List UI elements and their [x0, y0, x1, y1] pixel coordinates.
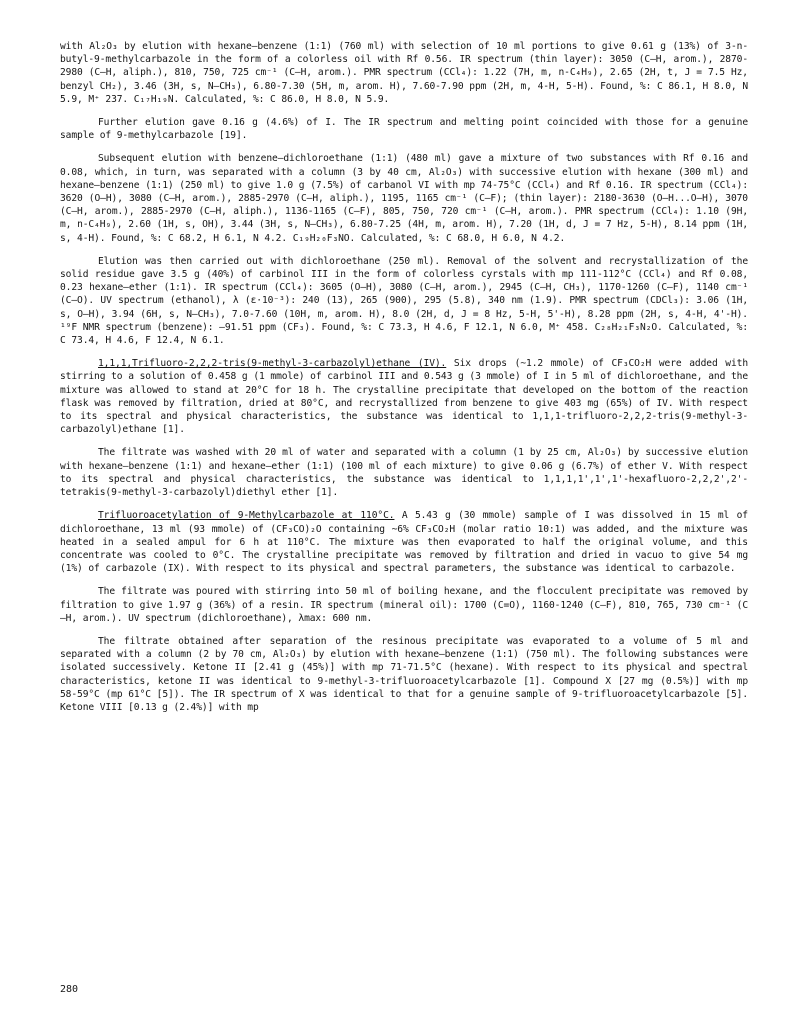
- paragraph-text: Further elution gave 0.16 g (4.6%) of I. The IR spectrum and melting point coincided with those for a genuine sample of 9-methylcarbazole [19].: [60, 117, 748, 142]
- paragraph-6: [60, 446, 748, 499]
- paragraph-text: The filtrate was washed with 20 ml of water and separated with a column (1 by 25 cm, Al₂O₃) by successive elution with hexane—benzene (1:1) and hexane—ether (1:1) (100 ml of each mixture) to give 0.06 g (6.7%) of ether V. With respect to its spectral and physical characteristics, the substance was identical to 1,1,1,1',1',1'-hexafluoro-2,2,2',2'-tetrakis(9-methyl-3-carbazolyl)diethyl ether [1].: [60, 447, 748, 499]
- paragraph-5: [60, 357, 748, 436]
- paragraph-text: with Al₂O₃ by elution with hexane—benzene (1:1) (760 ml) with selection of 10 ml portions to give 0.61 g (13%) of 3-n-butyl-9-methylcarbazole in the form of a colorless oil with Rf 0.56. IR spectrum (thin layer): 3050 (C—H, arom.), 2870-2980 (C—H, aliph.), 810, 750, 725 cm⁻¹ (C—H, arom.). PMR spectrum (CCl₄): 1.22 (7H, m, n-C₄H₉), 2.65 (2H, t, J = 7.5 Hz, benzyl CH₂), 3.46 (3H, s, N—CH₃), 6.80-7.30 (5H, m, arom. H), 7.60-7.90 ppm (2H, m, 4-H, 5-H). Found, %: C 86.1, H 8.0, N 5.9, M⁺ 237. C₁₇H₁₉N. Calculated, %: C 86.0, H 8.0, N 5.9.: [60, 41, 748, 105]
- paragraph-text: Subsequent elution with benzene—dichloroethane (1:1) (480 ml) gave a mixture of two substances with Rf 0.16 and 0.08, which, in turn, was separated with a column (3 by 40 cm, Al₂O₃) with successive elution with hexane (300 ml) and hexane—benzene (1:1) (250 ml) to give 1.0 g (7.5%) of carbanol VI with mp 74-75°C (CCl₄) and Rf 0.16. IR spectrum (CCl₄): 3620 (O—H), 3080 (C—H, arom.), 2885-2970 (C—H, aliph.), 1195, 1165 cm⁻¹ (C—F); (thin layer): 2180-3630 (O—H...O—H), 3070 (C—H, arom.), 2885-2970 (C—H, aliph.), 1136-1165 (C—F), 805, 750, 720 cm⁻¹ (C—H, arom.). PMR spectrum (CCl₄): 1.10 (9H, m, n-C₄H₉), 2.60 (1H, s, OH), 3.44 (3H, s, N—CH₃), 6.80-7.25 (4H, m, arom. H), 7.20 (1H, d, J = 7 Hz, 5-H), 8.14 ppm (1H, s, 4-H). Found, %: C 68.2, H 6.1, N 4.2. C₁₉H₂₀F₃NO. Calculated, %: C 68.0, H 6.0, N 4.2.: [60, 153, 748, 244]
- page-number: 280: [60, 984, 79, 995]
- paragraph-text: The filtrate was poured with stirring into 50 ml of boiling hexane, and the flocculent precipitate was removed by filtration to give 1.97 g (36%) of a resin. IR spectrum (mineral oil): 1700 (C=O), 1160-1240 (C—F), 810, 765, 730 cm⁻¹ (C—H, arom.). UV spectrum (dichloroethane), λmax: 600 nm.: [60, 586, 748, 624]
- paragraph-8: [60, 585, 748, 625]
- paragraph-1: [60, 40, 748, 106]
- paragraph-2: [60, 116, 748, 142]
- paragraph-7: [60, 509, 748, 575]
- paragraph-4: [60, 255, 748, 347]
- paragraph-9: [60, 635, 748, 714]
- paragraph-3: [60, 152, 748, 244]
- paragraph-text: Elution was then carried out with dichloroethane (250 ml). Removal of the solvent and recrystallization of the solid residue gave 3.5 g (40%) of carbinol III in the form of colorless cyrstals with mp 111-112°C (CCl₄) and Rf 0.08, 0.23 hexane—ether (1:1). IR spectrum (CCl₄): 3605 (O—H), 3080 (C—H, arom.), 2945 (C—H, CH₃), 1170-1260 (C—F), 1140 cm⁻¹ (C—O). UV spectrum (ethanol), λ (ε·10⁻³): 240 (13), 265 (900), 295 (5.8), 340 nm (1.9). PMR spectrum (CDCl₃): 3.06 (1H, s, O—H), 3.94 (6H, s, N—CH₃), 7.0-7.60 (10H, m, arom. H), 8.0 (2H, d, J = 8 Hz, 5-H, 5'-H), 8.28 ppm (2H, s, 4-H, 4'-H). ¹⁹F NMR spectrum (benzene): —91.51 ppm (CF₃). Found, %: C 73.3, H 4.6, F 12.1, N 6.0, M⁺ 458. C₂₈H₂₁F₃N₂O. Calculated, %: C 73.4, H 4.6, F 12.4, N 6.1.: [60, 255, 748, 347]
- section-heading-trifluoroacetylation: Trifluoroacetylation of 9-Methylcarbazole at 110°C.: [98, 510, 395, 522]
- paragraph-text: Six drops (~1.2 mmole) of CF₃CO₂H were added with stirring to a solution of 0.458 g (1 mmole) of carbinol III and 0.543 g (3 mmole) of I in 5 ml of dichloroethane, and the mixture was allowed to stand at 20°C for 18 h. The crystalline precipitate that developed on the bottom of the reaction flask was removed by filtration, dried at 80°C, and recrystallized from benzene to give 403 mg (65%) of IV. With respect to its spectral and physical characteristics, the substance was identical to 1,1,1-trifluoro-2,2,2-tris(9-methyl-3-carbazolyl)ethane [1].: [60, 358, 749, 436]
- page-body: [60, 40, 748, 724]
- section-heading-tris-ethane: 1,1,1,Trifluoro-2,2,2-tris(9-methyl-3-carbazolyl)ethane (IV).: [98, 358, 447, 370]
- paragraph-text: A 5.43 g (30 mmole) sample of I was dissolved in 15 ml of dichloroethane, 13 ml (93 mmole) of (CF₃CO)₂O containing ~6% CF₃CO₂H (molar ratio 10:1) was added, and the mixture was heated in a sealed ampul for 6 h at 110°C. The mixture was then evaporated to half the original volume, and this concentrate was cooled to 0°C. The crystalline precipitate was removed by filtration and dried in vacuo to give 54 mg (1%) of carbazole (IX). With respect to its physical and spectral parameters, the substance was identical to carbazole.: [60, 510, 748, 575]
- paragraph-text: The filtrate obtained after separation of the resinous precipitate was evaporated to a volume of 5 ml and separated with a column (2 by 70 cm, Al₂O₃) by elution with hexane—benzene (1:1) (750 ml). The following substances were isolated successively. Ketone II [2.41 g (45%)] with mp 71-71.5°C (hexane). With respect to its physical and spectral characteristics, ketone II was identical to 9-methyl-3-trifluoroacetylcarbazole [1]. Compound X [27 mg (0.5%)] with mp 58-59°C (mp 61°C [5]). The IR spectrum of X was identical to that for a genuine sample of 9-trifluoroacetylcarbazole [5]. Ketone VIII [0.13 g (2.4%)] with mp: [60, 635, 748, 713]
